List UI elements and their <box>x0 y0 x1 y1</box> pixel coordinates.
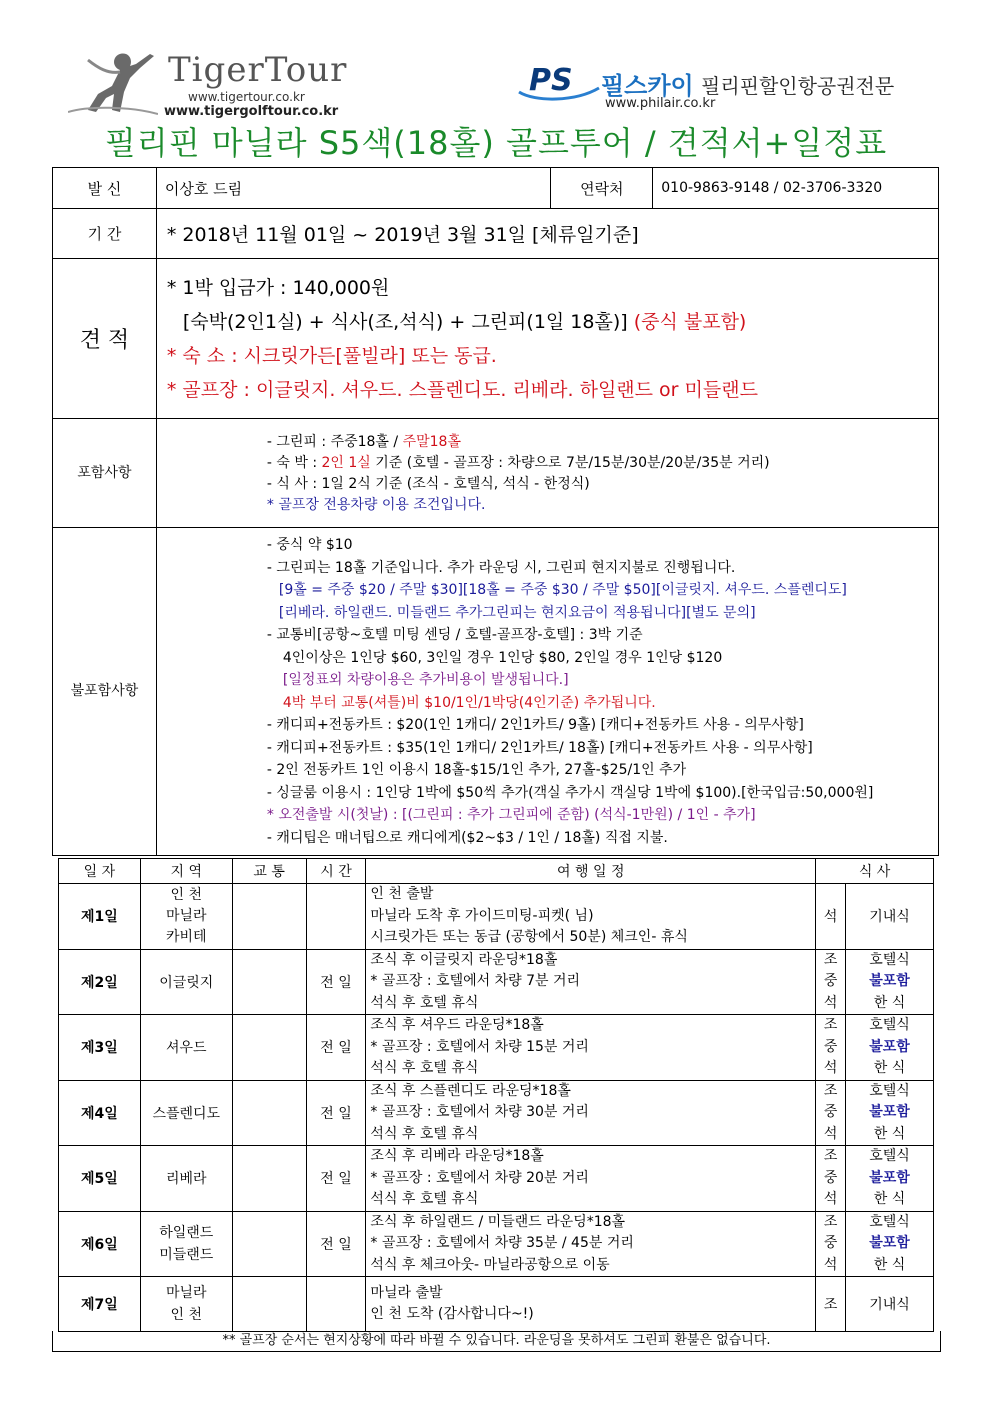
itinerary: 조식 후 이글릿지 라운딩*18홀 * 골프장 : 호텔에서 차량 7분 거리 석식 후 호텔 휴식 <box>366 949 816 1015</box>
meal-key: 석 <box>816 884 846 950</box>
region: 스플렌디도 <box>140 1080 232 1146</box>
itinerary: 조식 후 셔우드 라운딩*18홀 * 골프장 : 호텔에서 차량 15분 거리 석식 후 호텔 휴식 <box>366 1015 816 1081</box>
excluded-greenfee-rates: [9홀 = 주중 $20 / 주말 $30][18홀 = 주중 $30 / 주말 $50][이글릿지. 셔우드. 스플렌디도] <box>278 582 847 598</box>
philsky-tagline: 필리핀할인항공권전문 <box>701 74 895 98</box>
excluded-greenfee: - 그린피는 18홀 기준입니다. 추가 라운딩 시, 그린피 현지지불로 진행됩니다. <box>266 559 736 576</box>
quote-includes: [숙박(2인1실) + 식사(조,석식) + 그린피(1일 18홀)] <box>182 310 628 333</box>
meal-values: 호텔식 불포함 한 식 <box>846 1146 934 1212</box>
header-itinerary: 여 행 일 정 <box>366 859 816 884</box>
meal-keys: 조 중 석 <box>816 1080 846 1146</box>
tigertour-logo <box>68 48 398 120</box>
excluded-morning-departure: * 오전출발 시(첫날) : [(그린피 : 추가 그린피에 준함) (석식-1만원) / 1인 - 추가] <box>266 807 756 823</box>
meal-value: 기내식 <box>846 1277 934 1332</box>
header-region: 지 역 <box>140 859 232 884</box>
meal-keys: 조 중 석 <box>816 949 846 1015</box>
time <box>306 884 366 950</box>
time: 전 일 <box>306 949 366 1015</box>
schedule-header <box>59 859 934 884</box>
included-lodging: - 숙 박 : 2인 1실 기준 (호텔 - 골프장 : 차량으로 7분/15분/30분/20분/35분 거리) <box>266 455 770 471</box>
excluded-label: 불포함사항 <box>53 528 157 856</box>
day-label: 제7일 <box>59 1277 141 1332</box>
meal-values: 호텔식 불포함 한 식 <box>846 949 934 1015</box>
excluded-extra-vehicle: [일정표외 차량이용은 추가비용이 발생됩니다.] <box>282 672 569 688</box>
time: 전 일 <box>306 1080 366 1146</box>
header-transport: 교 통 <box>232 859 306 884</box>
meal-keys: 조 중 석 <box>816 1146 846 1212</box>
excluded-lunch: - 중식 약 $10 <box>266 537 353 553</box>
day-label: 제2일 <box>59 949 141 1015</box>
schedule-row-day5 <box>59 1146 934 1212</box>
day-label: 제5일 <box>59 1146 141 1212</box>
time: 전 일 <box>306 1146 366 1212</box>
tigertour-url: www.tigertour.co.kr <box>188 90 305 104</box>
excluded-cart-single: - 2인 전동카트 1인 이용시 18홀-$15/1인 추가, 27홀-$25/1인 추가 <box>266 762 687 778</box>
philsky-logo <box>515 62 935 122</box>
time <box>306 1277 366 1332</box>
quote-includes-note: (중식 불포함) <box>633 310 747 333</box>
meal-keys: 조 중 석 <box>816 1211 846 1277</box>
time: 전 일 <box>306 1211 366 1277</box>
header-meals: 식 사 <box>816 859 934 884</box>
philsky-url: www.philair.co.kr <box>605 96 716 111</box>
quote-content <box>156 259 938 419</box>
contact-label: 연락처 <box>551 168 653 209</box>
excluded-transport-rates: 4인이상은 1인당 $60, 3인일 경우 1인당 $80, 2인일 경우 1인당 $120 <box>282 649 723 666</box>
day-label: 제4일 <box>59 1080 141 1146</box>
period-value: * 2018년 11월 01일 ~ 2019년 3월 31일 [체류일기준] <box>156 209 938 259</box>
itinerary: 마닐라 출발 인 천 도착 (감사합니다~!) <box>366 1277 816 1332</box>
excluded-caddie-9: - 캐디피+전동카트 : $20(1인 1캐디/ 2인1카트/ 9홀) [캐디+전동카트 사용 - 의무사항] <box>266 717 804 733</box>
excluded-caddie-18: - 캐디피+전동카트 : $35(1인 1캐디/ 2인1카트/ 18홀) [캐디+전동카트 사용 - 의무사항] <box>266 739 813 756</box>
contact-value: 010-9863-9148 / 02-3706-3320 <box>653 168 939 209</box>
quote-price: * 1박 입금가 : 140,000원 <box>166 276 390 299</box>
meal-values: 호텔식 불포함 한 식 <box>846 1015 934 1081</box>
header-day: 일 자 <box>59 859 141 884</box>
schedule-row-day3 <box>59 1015 934 1081</box>
meal-keys: 조 중 석 <box>816 1015 846 1081</box>
itinerary: 조식 후 리베라 라운딩*18홀 * 골프장 : 호텔에서 차량 20분 거리 석식 후 호텔 휴식 <box>366 1146 816 1212</box>
meal-values: 호텔식 불포함 한 식 <box>846 1080 934 1146</box>
quote-courses: * 골프장 : 이글릿지. 셔우드. 스플렌디도. 리베라. 하일랜드 or 미들랜드 <box>166 378 758 401</box>
region: 리베라 <box>140 1146 232 1212</box>
transport <box>232 1015 306 1081</box>
region: 하일랜드 미들랜드 <box>140 1211 232 1277</box>
meal-values: 호텔식 불포함 한 식 <box>846 1211 934 1277</box>
schedule-footnote: ** 골프장 순서는 현지상황에 따라 바뀔 수 있습니다. 라운딩을 못하셔도 그린피 환불은 없습니다. <box>52 1331 941 1352</box>
schedule-row-day4 <box>59 1080 934 1146</box>
itinerary: 조식 후 하일랜드 / 미들랜드 라운딩*18홀 * 골프장 : 호텔에서 차량 35분 / 45분 거리 석식 후 체크아웃- 마닐라공항으로 이동 <box>366 1211 816 1277</box>
region: 셔우드 <box>140 1015 232 1081</box>
day-label: 제1일 <box>59 884 141 950</box>
included-greenfee: - 그린피 : 주중18홀 / 주말18홀 <box>266 434 461 450</box>
excluded-greenfee-note: [리베라. 하일랜드. 미들랜드 추가그린피는 현지요금이 적용됩니다][별도 문의] <box>278 604 756 621</box>
meal-key: 조 <box>816 1277 846 1332</box>
svg-text:PS: PS <box>529 63 573 98</box>
document-title: 필리핀 마닐라 S5색(18홀) 골프투어 / 견적서+일정표 <box>104 124 888 162</box>
region: 마닐라 인 천 <box>140 1277 232 1332</box>
excluded-single-room: - 싱글룸 이용시 : 1인당 1박에 $50씩 추가(객실 추가시 객실당 1박에 $100).[한국입금:50,000원] <box>266 784 874 801</box>
transport <box>232 1080 306 1146</box>
transport <box>232 1211 306 1277</box>
meal-value: 기내식 <box>846 884 934 950</box>
included-meals: - 식 사 : 1일 2식 기준 (조식 - 호텔식, 석식 - 한정식) <box>266 476 590 492</box>
region: 이글릿지 <box>140 949 232 1015</box>
tigertour-name: TigerTour <box>168 50 348 90</box>
sender-value: 이상호 드림 <box>156 168 551 209</box>
sender-label: 발 신 <box>53 168 157 209</box>
transport <box>232 1277 306 1332</box>
quote-includes-line <box>167 305 938 339</box>
quote-table <box>52 167 939 856</box>
philsky-brand: 필스카이 <box>601 72 694 100</box>
excluded-transport: - 교통비[공항~호텔 미팅 센딩 / 호텔-골프장-호텔] : 3박 기준 <box>266 627 643 643</box>
excluded-shuttle: 4박 부터 교통(셔틀)비 $10/1인/1박당(4인기준) 추가됩니다. <box>282 694 656 711</box>
excluded-content <box>156 528 938 856</box>
tigergolftour-url: www.tigergolftour.co.kr <box>164 104 339 119</box>
included-vehicle: * 골프장 전용차량 이용 조건입니다. <box>266 497 486 513</box>
quote-hotel: * 숙 소 : 시크릿가든[풀빌라] 또는 동급. <box>166 344 497 367</box>
schedule-row-day6 <box>59 1211 934 1277</box>
transport <box>232 884 306 950</box>
excluded-caddie-tip: - 캐디팁은 매너팁으로 캐디에게($2~$3 / 1인 / 18홀) 직접 지불. <box>266 829 668 846</box>
golfer-silhouette-icon <box>68 48 158 120</box>
included-content <box>156 419 938 528</box>
transport <box>232 1146 306 1212</box>
itinerary: 인 천 출발 마닐라 도착 후 가이드미팅-피켓( 님) 시크릿가든 또는 동급 (공항에서 50분) 체크인- 휴식 <box>366 884 816 950</box>
region: 인 천 마닐라 카비테 <box>140 884 232 950</box>
schedule-table <box>58 858 934 1332</box>
period-label: 기 간 <box>53 209 157 259</box>
ps-logo-icon <box>515 62 603 106</box>
quote-label: 견 적 <box>53 259 157 419</box>
schedule-row-day1 <box>59 884 934 950</box>
schedule-row-day2 <box>59 949 934 1015</box>
schedule-row-day7 <box>59 1277 934 1332</box>
time: 전 일 <box>306 1015 366 1081</box>
day-label: 제3일 <box>59 1015 141 1081</box>
transport <box>232 949 306 1015</box>
header-time: 시 간 <box>306 859 366 884</box>
itinerary: 조식 후 스플렌디도 라운딩*18홀 * 골프장 : 호텔에서 차량 30분 거리 석식 후 호텔 휴식 <box>366 1080 816 1146</box>
day-label: 제6일 <box>59 1211 141 1277</box>
included-label: 포함사항 <box>53 419 157 528</box>
